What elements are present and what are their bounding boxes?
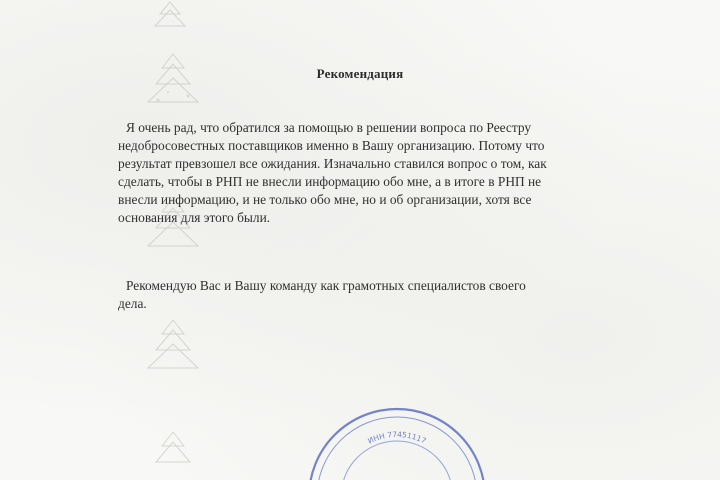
paragraph-line: недобросовестных поставщиков именно в Вашу организацию. Потому что <box>118 138 545 153</box>
paragraph-2 <box>118 277 658 313</box>
document-title: Рекомендация <box>316 66 404 81</box>
svg-text:ИНН 77451117 <box>366 430 428 446</box>
paragraph-line: внесли информацию, и не только обо мне, но и об организации, хотя все <box>118 192 532 207</box>
paragraph-line: Я очень рад, что обратился за помощью в решении вопроса по Реестру <box>126 120 532 135</box>
paragraph-line: дела. <box>118 296 147 311</box>
watermark-tree-icon <box>140 0 200 30</box>
watermark-tree-icon <box>138 430 208 480</box>
stamp-text: ИНН 77451117 <box>366 429 428 446</box>
paragraph-line: Рекомендую Вас и Вашу команду как грамотных специалистов своего <box>126 278 526 293</box>
paragraph-line: сделать, чтобы в РНП не внесли информацию обо мне, а в итоге в РНП не <box>118 174 542 189</box>
paragraph-line: основания для этого были. <box>118 210 271 225</box>
paragraph-line: результат превзошел все ожидания. Изначально ставился вопрос о том, как <box>118 156 547 171</box>
paragraph-1 <box>118 119 658 227</box>
round-stamp <box>302 402 492 480</box>
watermark-tree-icon <box>138 318 208 372</box>
